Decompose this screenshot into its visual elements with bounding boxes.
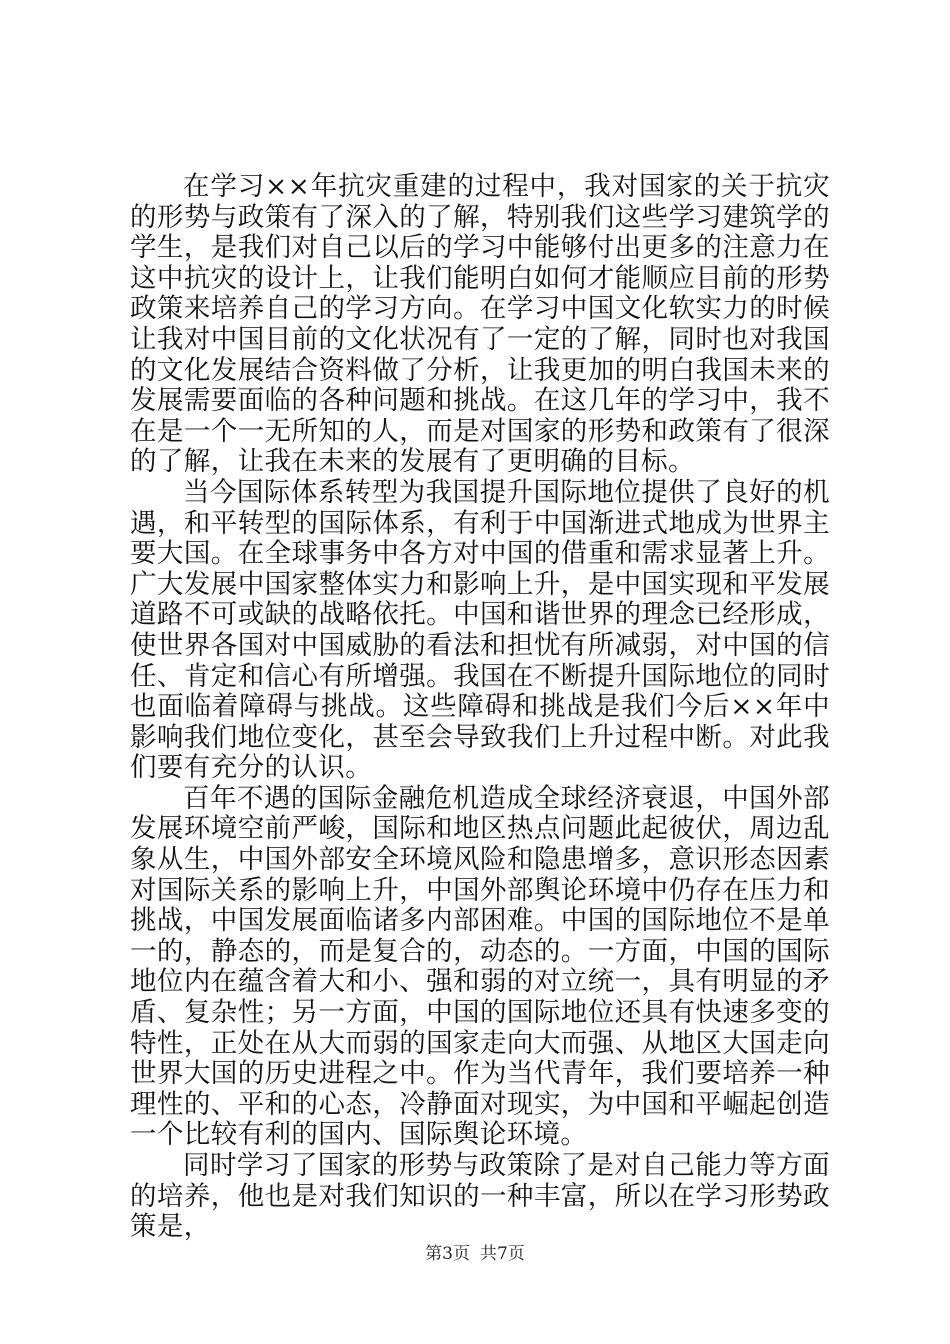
page-footer xyxy=(0,1243,950,1265)
paragraph-3: 百年不遇的国际金融危机造成全球经济衰退，中国外部发展环境空前严峻，国际和地区热点问题此起彼伏，周边乱象从生，中国外部安全环境风险和隐患增多，意识形态因素对国际关系的影响上升，中国外部舆论环境中仍存在压力和挑战，中国发展面临诸多内部困难。中国的国际地位不是单一的，静态的，而是复合的，动态的。一方面，中国的国际地位内在蕴含着大和小、强和弱的对立统一，具有明显的矛盾、复杂性；另一方面，中国的国际地位还具有快速多变的特性，正处在从大而弱的国家走向大而强、从地区大国走向世界大国的历史进程之中。作为当代青年，我们要培养一种理性的、平和的心态，冷静面对现实，为中国和平崛起创造一个比较有利的国内、国际舆论环境。 xyxy=(130,782,830,1151)
page-total: 共7页 xyxy=(480,1244,525,1264)
page-number: 第3页 xyxy=(425,1244,470,1264)
document-body xyxy=(130,172,830,1243)
paragraph-1: 在学习××年抗灾重建的过程中，我对国家的关于抗灾的形势与政策有了深入的了解，特别我们这些学习建筑学的学生，是我们对自己以后的学习中能够付出更多的注意力在这中抗灾的设计上，让我们能明白如何才能顺应目前的形势政策来培养自己的学习方向。在学习中国文化软实力的时候让我对中国目前的文化状况有了一定的了解，同时也对我国的文化发展结合资料做了分析，让我更加的明白我国未来的发展需要面临的各种问题和挑战。在这几年的学习中，我不在是一个一无所知的人，而是对国家的形势和政策有了很深的了解，让我在未来的发展有了更明确的目标。 xyxy=(130,171,830,478)
paragraph-4: 同时学习了国家的形势与政策除了是对自己能力等方面的培养，他也是对我们知识的一种丰富，所以在学习形势政策是， xyxy=(130,1150,830,1243)
paragraph-2: 当今国际体系转型为我国提升国际地位提供了良好的机遇，和平转型的国际体系，有利于中国渐进式地成为世界主要大国。在全球事务中各方对中国的借重和需求显著上升。广大发展中国家整体实力和影响上升，是中国实现和平发展道路不可或缺的战略依托。中国和谐世界的理念已经形成，使世界各国对中国威胁的看法和担忧有所减弱，对中国的信任、肯定和信心有所增强。我国在不断提升国际地位的同时也面临着障碍与挑战。这些障碍和挑战是我们今后××年中影响我们地位变化，甚至会导致我们上升过程中断。对此我们要有充分的认识。 xyxy=(130,476,830,784)
